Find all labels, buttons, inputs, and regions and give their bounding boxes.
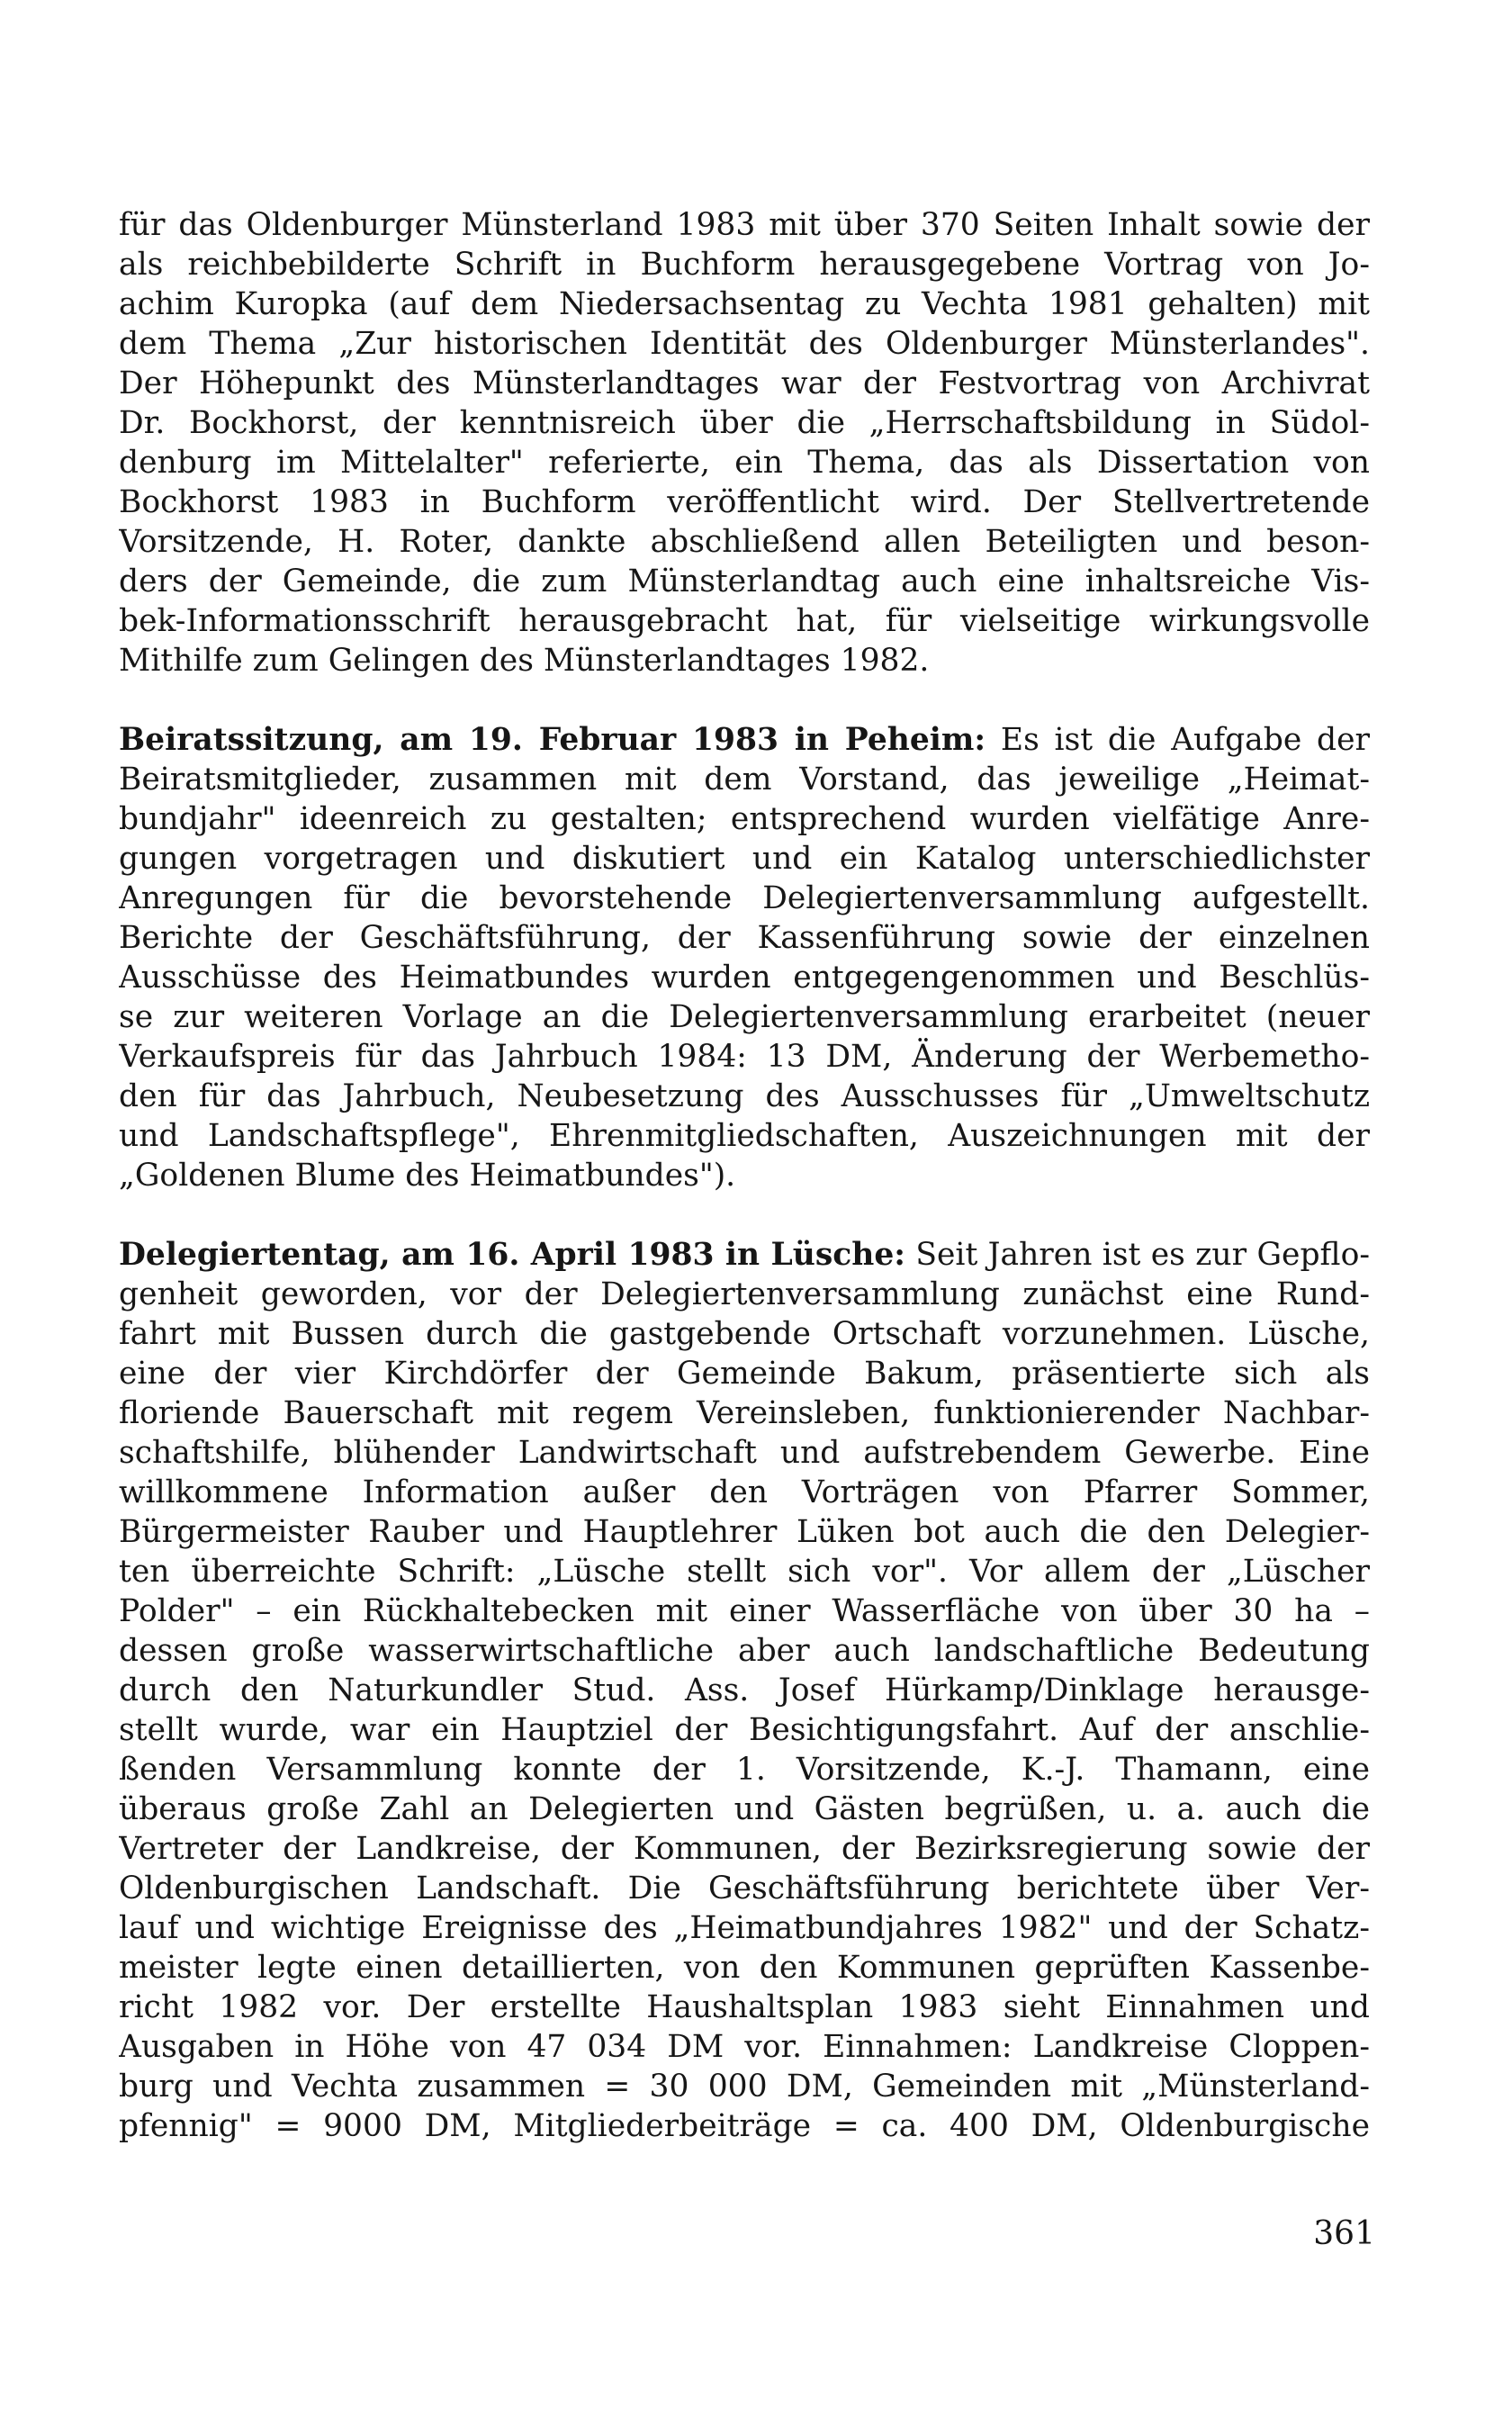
text-line: dem Thema „Zur historischen Identität des Oldenburger Münsterlandes". — [119, 326, 1370, 362]
text-line: richt 1982 vor. Der erstellte Haushaltsplan 1983 sieht Einnahmen und — [119, 1989, 1370, 2025]
text-line: Anregungen für die bevorstehende Delegiertenversammlung aufgestellt. — [119, 880, 1370, 916]
text-line: gungen vorgetragen und diskutiert und ein Katalog unterschiedlichster — [119, 841, 1370, 877]
text-line: Ausschüsse des Heimatbundes wurden entgegengenommen und Beschlüs- — [119, 960, 1370, 996]
text-line: Bockhorst 1983 in Buchform veröffentlicht wird. Der Stellvertretende — [119, 484, 1370, 520]
text-line: Beiratsmitglieder, zusammen mit dem Vorstand, das jeweilige „Heimat- — [119, 762, 1370, 798]
text-line: denburg im Mittelalter" referierte, ein Thema, das als Dissertation von — [119, 445, 1370, 481]
text-line: ßenden Versammlung konnte der 1. Vorsitzende, K.-J. Thamann, eine — [119, 1752, 1370, 1788]
text-line: meister legte einen detaillierten, von den Kommunen geprüften Kassenbe- — [119, 1950, 1370, 1986]
run-in-heading: Beiratssitzung, am 19. Februar 1983 in Peheim: — [119, 722, 986, 758]
paragraph-delegiertentag — [119, 1235, 1370, 2146]
text-line: Mithilfe zum Gelingen des Münsterlandtages 1982. — [119, 643, 930, 679]
page-body — [119, 205, 1370, 2146]
text-line: schaftshilfe, blühender Landwirtschaft und aufstrebendem Gewerbe. Eine — [119, 1435, 1370, 1471]
paragraph-muensterlandtag — [119, 205, 1370, 681]
text-line: achim Kuropka (auf dem Niedersachsentag zu Vechta 1981 gehalten) mit — [119, 286, 1370, 322]
text-line: „Goldenen Blume des Heimatbundes"). — [119, 1158, 736, 1194]
text-line: genheit geworden, vor der Delegiertenversammlung zunächst eine Rund- — [119, 1276, 1370, 1312]
text-line: dessen große wasserwirtschaftliche aber auch landschaftliche Bedeutung — [119, 1633, 1370, 1669]
text-line: willkommene Information außer den Vorträgen von Pfarrer Sommer, — [119, 1474, 1370, 1510]
text-line: pfennig" = 9000 DM, Mitgliederbeiträge = ca. 400 DM, Oldenburgische — [119, 2108, 1370, 2144]
paragraph-gap — [119, 681, 1370, 720]
text-line: burg und Vechta zusammen = 30 000 DM, Gemeinden mit „Münsterland- — [119, 2069, 1370, 2105]
text-line: Oldenburgischen Landschaft. Die Geschäftsführung berichtete über Ver- — [119, 1871, 1370, 1907]
text-line: Vorsitzende, H. Roter, dankte abschließend allen Beteiligten und beson- — [119, 524, 1370, 560]
text-line: bundjahr" ideenreich zu gestalten; entsprechend wurden vielfätige Anre- — [119, 801, 1370, 837]
text-line-with-heading — [119, 1235, 1370, 1275]
text-run: Es ist die Aufgabe der — [986, 722, 1370, 758]
text-line: fahrt mit Bussen durch die gastgebende Ortschaft vorzunehmen. Lüsche, — [119, 1316, 1370, 1352]
text-line: den für das Jahrbuch, Neubesetzung des Ausschusses für „Umweltschutz — [119, 1078, 1370, 1114]
page-number: 361 — [1313, 2215, 1375, 2252]
text-line: als reichbebilderte Schrift in Buchform herausgegebene Vortrag von Jo- — [119, 247, 1370, 283]
text-line: durch den Naturkundler Stud. Ass. Josef Hürkamp/Dinklage herausge- — [119, 1672, 1370, 1708]
text-line-with-heading — [119, 720, 1370, 760]
run-in-heading: Delegiertentag, am 16. April 1983 in Lüsche: — [119, 1237, 906, 1273]
text-line: ders der Gemeinde, die zum Münsterlandtag auch eine inhaltsreiche Vis- — [119, 563, 1370, 599]
text-line: stellt wurde, war ein Hauptziel der Besichtigungsfahrt. Auf der anschlie- — [119, 1712, 1370, 1748]
text-run: Seit Jahren ist es zur Gepflo- — [905, 1237, 1370, 1273]
text-line: ten überreichte Schrift: „Lüsche stellt sich vor". Vor allem der „Lüscher — [119, 1554, 1370, 1590]
text-line: für das Oldenburger Münsterland 1983 mit über 370 Seiten Inhalt sowie der — [119, 207, 1370, 243]
paragraph-beiratssitzung — [119, 720, 1370, 1195]
text-line: bek-Informationsschrift herausgebracht hat, für vielseitige wirkungsvolle — [119, 603, 1370, 639]
text-line: eine der vier Kirchdörfer der Gemeinde Bakum, präsentierte sich als — [119, 1356, 1370, 1392]
text-line: se zur weiteren Vorlage an die Delegiertenversammlung erarbeitet (neuer — [119, 999, 1370, 1035]
text-line: floriende Bauerschaft mit regem Vereinsleben, funktionierender Nachbar- — [119, 1395, 1370, 1431]
text-line: lauf und wichtige Ereignisse des „Heimatbundjahres 1982" und der Schatz- — [119, 1910, 1370, 1946]
text-line: Polder" – ein Rückhaltebecken mit einer Wasserfläche von über 30 ha – — [119, 1593, 1370, 1629]
text-line: Der Höhepunkt des Münsterlandtages war der Festvortrag von Archivrat — [119, 365, 1370, 401]
text-line: Vertreter der Landkreise, der Kommunen, der Bezirksregierung sowie der — [119, 1831, 1370, 1867]
text-line: Dr. Bockhorst, der kenntnisreich über die „Herrschaftsbildung in Südol- — [119, 405, 1370, 441]
text-line: überaus große Zahl an Delegierten und Gästen begrüßen, u. a. auch die — [119, 1791, 1370, 1827]
paragraph-gap — [119, 1195, 1370, 1235]
text-line: Berichte der Geschäftsführung, der Kassenführung sowie der einzelnen — [119, 920, 1370, 956]
text-line: Ausgaben in Höhe von 47 034 DM vor. Einnahmen: Landkreise Cloppen- — [119, 2029, 1370, 2065]
text-line: und Landschaftspflege", Ehrenmitgliedschaften, Auszeichnungen mit der — [119, 1118, 1370, 1154]
text-line: Verkaufspreis für das Jahrbuch 1984: 13 DM, Änderung der Werbemetho- — [119, 1039, 1370, 1075]
text-line: Bürgermeister Rauber und Hauptlehrer Lüken bot auch die den Delegier- — [119, 1514, 1370, 1550]
